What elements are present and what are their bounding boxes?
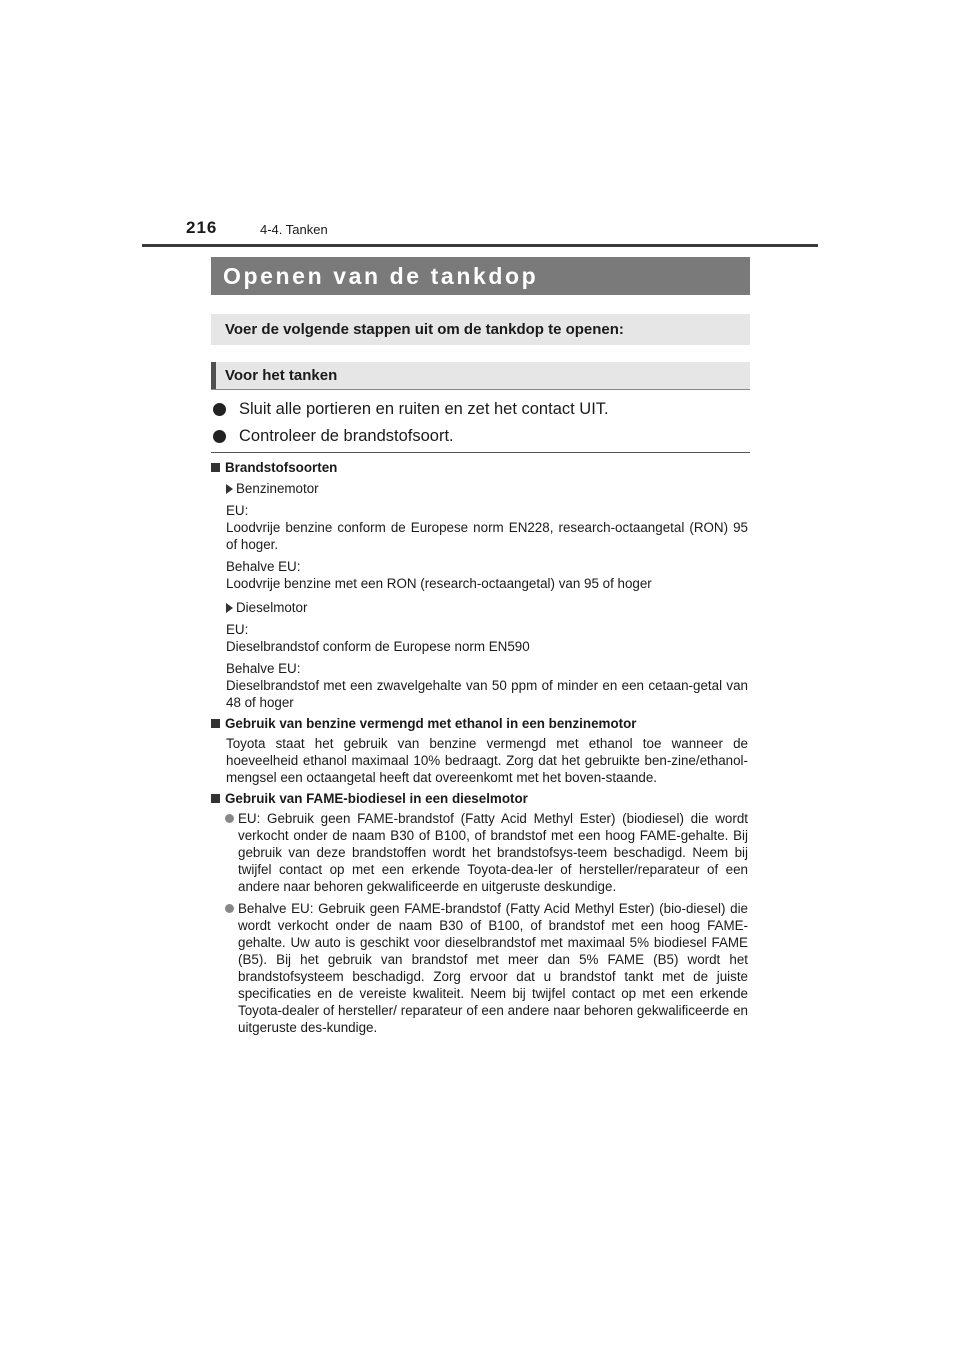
bullet-icon	[213, 430, 226, 443]
subsection-rule	[211, 389, 750, 390]
fame-item-text: Behalve EU: Gebruik geen FAME-brandstof (Fatty Acid Methyl Ester) (bio-diesel) die wordt verkocht onder de naam B30 of B100, of brandstof met een hoog FAME-gehalte. Uw auto is geschikt voor dieselbrandstof met maximaal 5% biodiesel FAME (B5). Bij het gebruik van brandstof met meer dan 5% FAME (B5) wordt het brandstofsysteem beschadigd. Zorg ervoor dat u brandstof tankt met de juiste specificaties en de vereiste kwaliteit. Neem bij twijfel contact op met een erkende Toyota-dealer of hersteller/ reparateur of een andere naar behoren gekwalificeerde en uitgeruste des-kundige.	[238, 901, 748, 1035]
section-title: Openen van de tankdop	[211, 257, 750, 295]
square-bullet-icon	[211, 463, 220, 472]
petrol-non-eu-text: Loodvrije benzine met een RON (research-octaangetal) van 95 of hoger	[226, 576, 652, 591]
diesel-non-eu-text: Dieselbrandstof met een zwavelgehalte van 50 ppm of minder en een cetaan-getal van 48 of hoger	[226, 678, 748, 710]
fame-item-text: EU: Gebruik geen FAME-brandstof (Fatty Acid Methyl Ester) (biodiesel) die wordt verkocht onder de naam B30 of B100, of brandstof met een hoog FAME-gehalte. Bij gebruik van deze brandstoffen wordt het brandstofsys-teem beschadigd. Neem bij twijfel contact op met een erkende Toyota-dea-ler of hersteller/reparateur of een andere naar behoren gekwalificeerde en uitgeruste deskundige.	[238, 811, 748, 894]
step-item	[211, 396, 750, 423]
diesel-label-text: Dieselmotor	[236, 600, 308, 615]
divider	[211, 452, 750, 453]
triangle-bullet-icon	[226, 603, 233, 613]
ethanol-heading	[211, 715, 748, 732]
petrol-eu	[211, 502, 748, 553]
petrol-label-text: Benzinemotor	[236, 481, 319, 496]
fuel-types-heading	[211, 459, 748, 476]
intro-box: Voer de volgende stappen uit om de tankdop te openen:	[211, 314, 750, 345]
step-item	[211, 423, 750, 450]
fame-item-non-eu	[211, 900, 748, 1036]
fame-item-eu	[211, 810, 748, 895]
petrol-label	[211, 480, 748, 497]
square-bullet-icon	[211, 719, 220, 728]
diesel-non-eu-label: Behalve EU:	[226, 661, 301, 676]
circle-bullet-icon	[225, 814, 234, 823]
diesel-non-eu	[211, 660, 748, 711]
ethanol-text: Toyota staat het gebruik van benzine vermengd met ethanol toe wanneer de hoeveelheid ethanol maximaal 10% bedraagt. Zorg dat het gebruikte ben-zine/ethanol-mengsel een octaangetal heeft dat overeenkomt met het boven-staande.	[226, 736, 748, 785]
header-rule	[142, 244, 818, 247]
step-list	[211, 396, 750, 450]
ethanol-heading-text: Gebruik van benzine vermengd met ethanol in een benzinemotor	[225, 716, 637, 731]
step-text: Sluit alle portieren en ruiten en zet het contact UIT.	[239, 400, 609, 418]
square-bullet-icon	[211, 794, 220, 803]
subsection-heading: Voor het tanken	[211, 362, 750, 389]
triangle-bullet-icon	[226, 484, 233, 494]
petrol-non-eu-label: Behalve EU:	[226, 559, 301, 574]
petrol-eu-label: EU:	[226, 503, 249, 518]
diesel-eu	[211, 621, 748, 655]
bullet-icon	[213, 403, 226, 416]
petrol-eu-text: Loodvrije benzine conform de Europese norm EN228, research-octaangetal (RON) 95 of hoger.	[226, 520, 748, 552]
chapter-title: 4-4. Tanken	[260, 222, 328, 237]
page-number: 216	[186, 218, 218, 237]
notes-content	[211, 459, 748, 1036]
circle-bullet-icon	[225, 904, 234, 913]
diesel-eu-text: Dieselbrandstof conform de Europese norm EN590	[226, 639, 530, 654]
petrol-non-eu	[211, 558, 748, 592]
diesel-eu-label: EU:	[226, 622, 249, 637]
fuel-types-heading-text: Brandstofsoorten	[225, 460, 338, 475]
diesel-label	[211, 599, 748, 616]
fame-heading-text: Gebruik van FAME-biodiesel in een dieselmotor	[225, 791, 528, 806]
fame-heading	[211, 790, 748, 807]
step-text: Controleer de brandstofsoort.	[239, 427, 454, 445]
